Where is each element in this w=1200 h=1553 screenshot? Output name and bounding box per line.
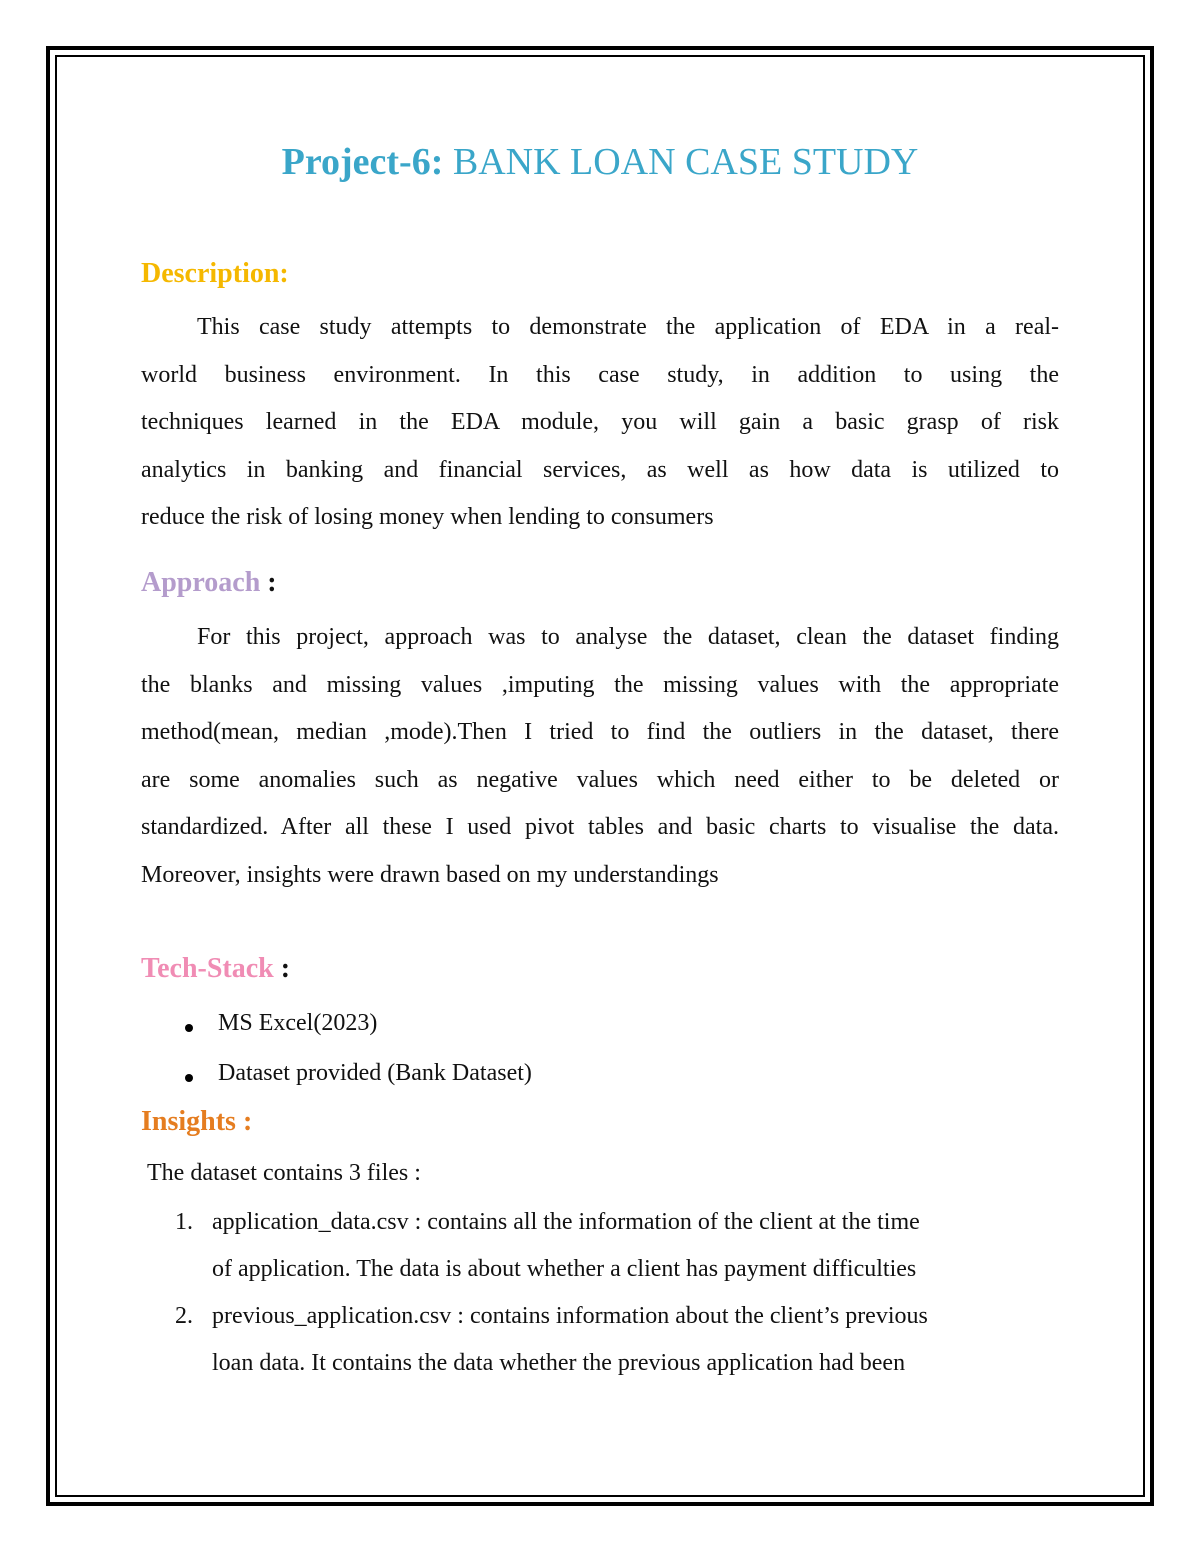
approach-line: For this project, approach was to analyse the dataset, clean the dataset finding — [197, 624, 1059, 650]
description-line: analytics in banking and financial services, as well as how data is utilized to — [141, 456, 1059, 483]
tech-stack-heading-colon: : — [273, 953, 291, 984]
tech-stack-heading — [141, 953, 290, 985]
insight-item-line: loan data. It contains the data whether the previous application had been — [212, 1350, 906, 1376]
tech-stack-item: Dataset provided (Bank Dataset) — [218, 1060, 532, 1086]
tech-stack-item: MS Excel(2023) — [218, 1010, 378, 1036]
description-line: reduce the risk of losing money when lending to consumers — [141, 504, 714, 530]
approach-line: method(mean, median ,mode).Then I tried to find the outliers in the dataset, there — [141, 719, 1059, 745]
tech-stack-heading-text: Tech-Stack — [141, 953, 274, 984]
insight-item-line: previous_application.csv : contains information about the client’s previous — [212, 1303, 928, 1329]
insight-item-line: application_data.csv : contains all the information of the client at the time — [212, 1209, 920, 1235]
list-number: 1. — [175, 1209, 193, 1235]
page-title — [0, 140, 1200, 184]
approach-paragraph — [141, 614, 1059, 899]
description-line: techniques learned in the EDA module, you will gain a basic grasp of risk — [141, 409, 1059, 435]
description-line: This case study attempts to demonstrate the application of EDA in a real- — [197, 314, 1059, 340]
insight-item-line: of application. The data is about whether a client has payment difficulties — [212, 1256, 917, 1282]
insights-intro: The dataset contains 3 files : — [147, 1160, 421, 1186]
description-paragraph — [141, 304, 1059, 542]
insights-heading: Insights : — [141, 1106, 253, 1137]
approach-line: the blanks and missing values ,imputing the missing values with the appropriate — [141, 671, 1059, 698]
bullet-icon — [185, 1074, 193, 1082]
title-text: BANK LOAN CASE STUDY — [443, 141, 919, 183]
list-number: 2. — [175, 1303, 193, 1329]
approach-heading-text: Approach — [141, 567, 261, 598]
approach-heading — [141, 567, 277, 599]
approach-line: standardized. After all these I used pivot tables and basic charts to visualise the data. — [141, 814, 1059, 840]
description-heading: Description: — [141, 258, 289, 289]
approach-heading-colon: : — [260, 567, 277, 598]
approach-line: Moreover, insights were drawn based on my understandings — [141, 861, 719, 888]
description-line: world business environment. In this case study, in addition to using the — [141, 361, 1059, 388]
title-prefix: Project-6: — [281, 141, 444, 183]
approach-line: are some anomalies such as negative values which need either to be deleted or — [141, 766, 1059, 793]
bullet-icon — [185, 1024, 193, 1032]
